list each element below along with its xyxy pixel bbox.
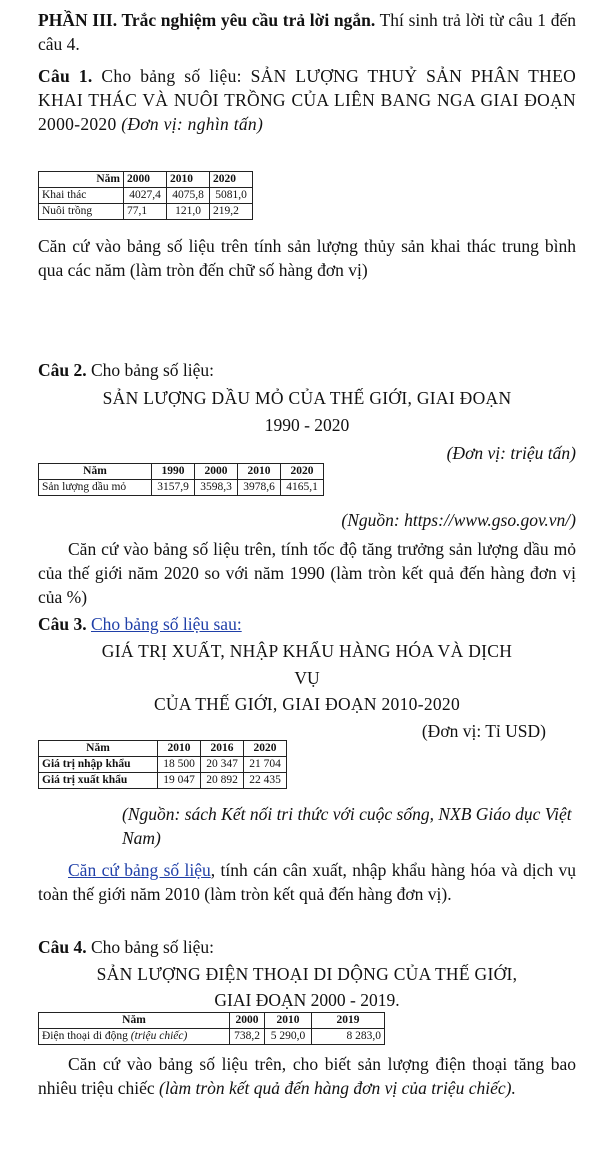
- q1-table-cell: Nuôi trồng: [39, 204, 124, 220]
- q2-label: Câu 2.: [38, 360, 87, 380]
- q3-table-header-cell: 2010: [158, 741, 201, 757]
- q1-table-cell: 4027,4: [124, 188, 167, 204]
- q4-table-row: [39, 1029, 385, 1045]
- q1-table-cell: 4075,8: [167, 188, 210, 204]
- q3-label: Câu 3.: [38, 614, 87, 634]
- q3-table-header-cell: 2020: [244, 741, 287, 757]
- q2-table-cell: 3157,9: [152, 480, 195, 496]
- q2-source: (Nguồn: https://www.gso.gov.vn/): [341, 510, 576, 530]
- q3-table-header-row: [39, 741, 287, 757]
- q1-table-cell: Khai thác: [39, 188, 124, 204]
- q3-table-header-cell: Năm: [39, 741, 158, 757]
- q1-table-header-cell: 2020: [210, 172, 253, 188]
- q1-table-cell: 121,0: [167, 204, 210, 220]
- section-heading: [38, 8, 576, 56]
- q3-table-cell: 18 500: [158, 757, 201, 773]
- q3-question-link[interactable]: Căn cứ bảng số liệu: [68, 860, 211, 880]
- q4-row-unit: (triệu chiếc): [130, 1030, 188, 1042]
- q1-question: Căn cứ vào bảng số liệu trên tính sản lượng thủy sản khai thác trung bình qua các năm (làm tròn đến chữ số hàng đơn vị): [38, 236, 576, 280]
- q2-table-header-cell: 1990: [152, 464, 195, 480]
- section-heading-rest: Thí sinh trả lời từ câu 1 đến câu 4.: [38, 10, 576, 54]
- q3-table-cell: 19 047: [158, 773, 201, 789]
- q2-table-header-cell: 2000: [195, 464, 238, 480]
- q1-table-cell: 5081,0: [210, 188, 253, 204]
- q3-question-rest: , tính cán cân xuất, nhập khẩu hàng hóa và dịch vụ toàn thế giới năm 2010 (làm tròn kết quả đến hàng đơn vị).: [38, 860, 577, 904]
- q3-unit: (Đơn vị: Tỉ USD): [421, 721, 546, 741]
- q3-title-line3: CỦA THẾ GIỚI, GIAI ĐOẠN 2010-2020: [153, 694, 461, 714]
- q2-table-cell: Sản lượng dầu mỏ: [39, 480, 152, 496]
- q3-title-line1: GIÁ TRỊ XUẤT, NHẬP KHẨU HÀNG HÓA VÀ DỊCH: [101, 641, 513, 661]
- q4-table-cell: 8 283,0: [312, 1029, 385, 1045]
- q2-title-line2: 1990 - 2020: [264, 415, 350, 435]
- q4-table-header-cell: 2019: [312, 1013, 385, 1029]
- q3-table-cell: 20 892: [201, 773, 244, 789]
- q3-intro: [38, 612, 576, 636]
- q2-table-header-cell: 2020: [281, 464, 324, 480]
- q4-question: [38, 1052, 576, 1100]
- q1-table-cell: 219,2: [210, 204, 253, 220]
- q4-intro-text: Cho bảng số liệu:: [86, 937, 214, 957]
- q1-intro: [38, 64, 576, 136]
- q4-question-italic: (làm tròn kết quả đến hàng đơn vị của triệu chiếc).: [159, 1078, 516, 1098]
- q1-table-header-cell: 2010: [167, 172, 210, 188]
- q3-table-cell: Giá trị xuất khẩu: [39, 773, 158, 789]
- q3-table-row: [39, 773, 287, 789]
- q4-table-header-cell: 2010: [265, 1013, 312, 1029]
- q1-table-header-cell: Năm: [39, 172, 124, 188]
- q4-table-header-cell: 2000: [230, 1013, 265, 1029]
- q1-table-header-cell: 2000: [124, 172, 167, 188]
- q1-intro-text: Cho bảng số liệu: SẢN LƯỢNG THUỶ SẢN PHÂN THEO KHAI THÁC VÀ NUÔI TRỒNG CỦA LIÊN BANG NGA GIAI ĐOẠN 2000-2020: [38, 66, 577, 134]
- q4-table-cell: [39, 1029, 230, 1045]
- q3-title-line2: VỤ: [294, 668, 320, 688]
- q4-title-line1: SẢN LƯỢNG ĐIỆN THOẠI DI DỘNG CỦA THẾ GIỚI,: [96, 964, 518, 984]
- q1-table-row: [39, 188, 253, 204]
- q3-table-cell: Giá trị nhập khẩu: [39, 757, 158, 773]
- q4-table-header-cell: Năm: [39, 1013, 230, 1029]
- q2-intro-text: Cho bảng số liệu:: [86, 360, 214, 380]
- q4-table: [38, 1012, 385, 1045]
- q3-source: (Nguồn: sách Kết nối tri thức với cuộc sống, NXB Giáo dục Việt Nam): [122, 804, 572, 848]
- q3-table-header-cell: 2016: [201, 741, 244, 757]
- q3-table-row: [39, 757, 287, 773]
- q3-table: [38, 740, 287, 789]
- q1-table-row: [39, 204, 253, 220]
- q3-table-cell: 21 704: [244, 757, 287, 773]
- q4-title-line2: GIAI ĐOẠN 2000 - 2019.: [214, 990, 400, 1010]
- q2-question: Căn cứ vào bảng số liệu trên, tính tốc độ tăng trưởng sản lượng dầu mỏ của thế giới năm 2020 so với năm 1990 (làm tròn kết quả đến hàng đơn vị của %): [38, 539, 576, 607]
- q1-label: Câu 1.: [38, 66, 93, 86]
- q1-table-cell: 77,1: [124, 204, 167, 220]
- q4-intro: [38, 935, 576, 959]
- q3-table-cell: 20 347: [201, 757, 244, 773]
- q2-table-cell: 3598,3: [195, 480, 238, 496]
- q2-table-row: [39, 480, 324, 496]
- q2-unit: (Đơn vị: triệu tấn): [446, 443, 576, 463]
- q2-table-header-row: [39, 464, 324, 480]
- q4-table-header-row: [39, 1013, 385, 1029]
- q4-table-cell: 5 290,0: [265, 1029, 312, 1045]
- q4-label: Câu 4.: [38, 937, 87, 957]
- q1-unit: (Đơn vị: nghìn tấn): [121, 114, 264, 134]
- q1-table-header-row: [39, 172, 253, 188]
- q4-row-label: Điện thoại di động: [42, 1030, 131, 1042]
- q2-title-line1: SẢN LƯỢNG DẦU MỎ CỦA THẾ GIỚI, GIAI ĐOẠN: [102, 388, 512, 408]
- q2-table-cell: 4165,1: [281, 480, 324, 496]
- q1-table: [38, 171, 253, 220]
- q2-table: [38, 463, 324, 496]
- q2-table-header-cell: 2010: [238, 464, 281, 480]
- q3-link[interactable]: Cho bảng số liệu sau:: [91, 614, 242, 634]
- q2-table-cell: 3978,6: [238, 480, 281, 496]
- q4-table-cell: 738,2: [230, 1029, 265, 1045]
- q3-table-cell: 22 435: [244, 773, 287, 789]
- q2-table-header-cell: Năm: [39, 464, 152, 480]
- q2-intro: [38, 358, 576, 382]
- q3-question: [38, 858, 576, 906]
- q4-question-text: Căn cứ vào bảng số liệu trên, cho biết sản lượng điện thoại tăng bao nhiêu triệu chiếc: [38, 1054, 576, 1098]
- section-heading-bold: PHẦN III. Trắc nghiệm yêu cầu trả lời ngắn.: [38, 10, 376, 30]
